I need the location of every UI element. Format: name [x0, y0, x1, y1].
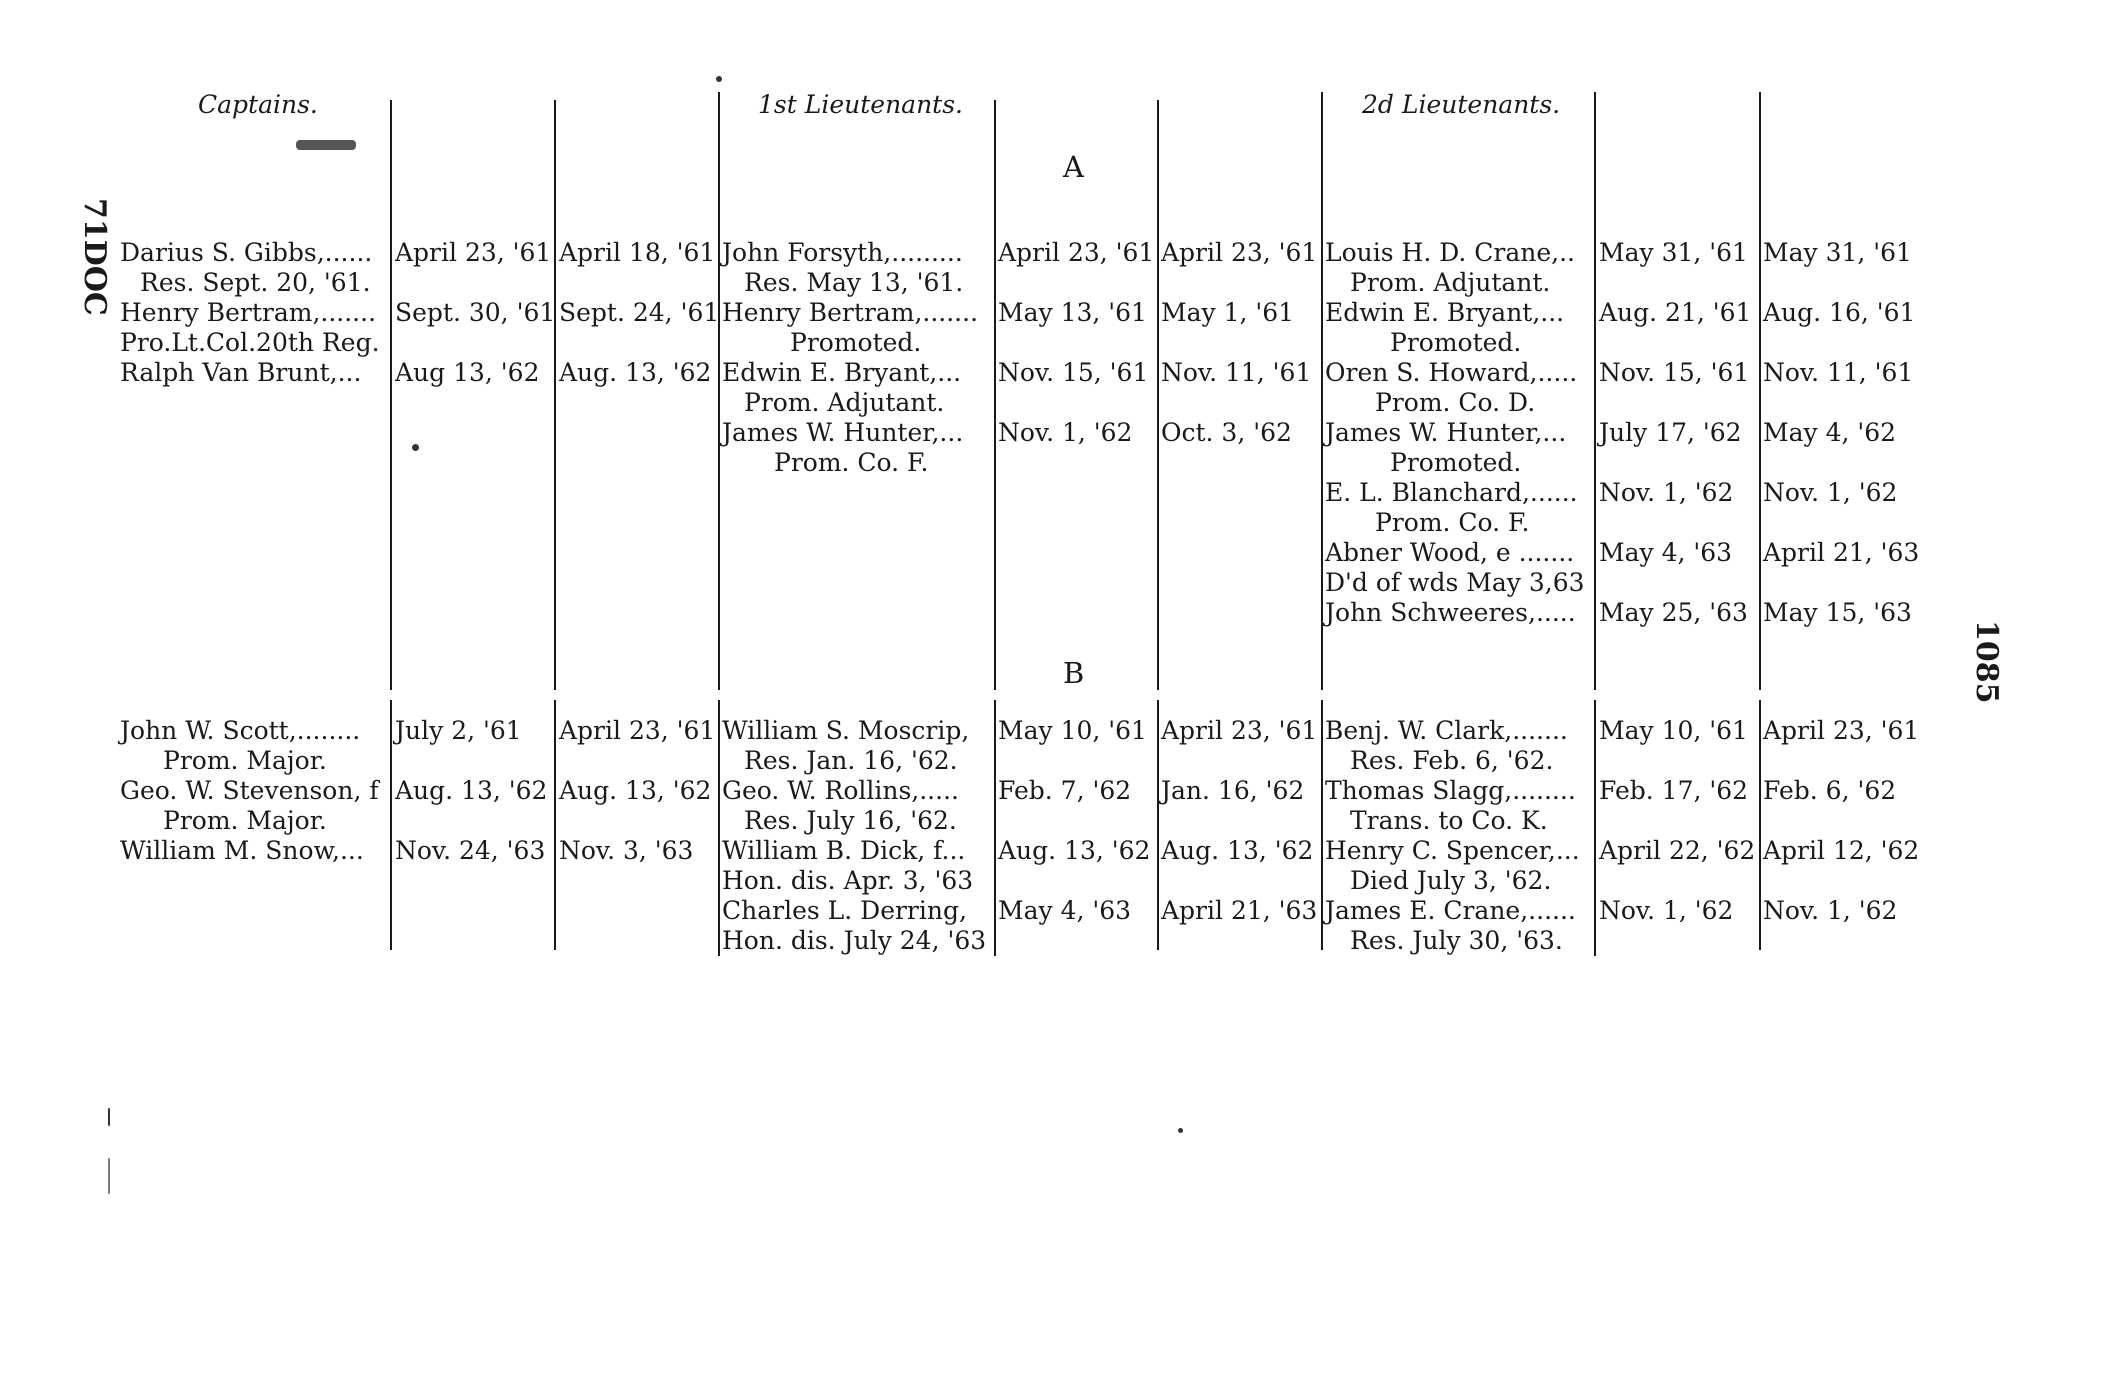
- captain-rank-date: Aug. 13, '62: [559, 776, 712, 805]
- scan-speck: [108, 1108, 110, 1126]
- captain-rank-date: Sept. 24, '61: [559, 298, 720, 327]
- second-lieutenant-note: Prom. Adjutant.: [1350, 268, 1551, 297]
- first-lieutenant-commission-date: Feb. 7, '62: [998, 776, 1132, 805]
- first-lieutenant-rank-date: May 1, '61: [1161, 298, 1295, 327]
- captain-rank-date: April 23, '61: [559, 716, 716, 745]
- ink-blot: [296, 140, 356, 150]
- column-rule: [994, 700, 996, 956]
- first-lieutenant-note: Prom. Co. F.: [774, 448, 929, 477]
- second-lieutenant-name: E. L. Blanchard,......: [1325, 478, 1578, 507]
- second-lieutenant-rank-date: Nov. 1, '62: [1763, 478, 1898, 507]
- second-lieutenant-rank-date: Aug. 16, '61: [1763, 298, 1916, 327]
- second-lieutenant-note: Promoted.: [1390, 448, 1522, 477]
- column-rule: [718, 700, 720, 956]
- first-lieutenant-commission-date: Nov. 1, '62: [998, 418, 1133, 447]
- second-lieutenant-rank-date: May 15, '63: [1763, 598, 1912, 627]
- header-captains: Captains.: [198, 90, 318, 119]
- column-rule: [390, 700, 392, 950]
- scan-speck: [108, 1158, 110, 1194]
- second-lieutenant-note: Promoted.: [1390, 328, 1522, 357]
- captain-note: Res. Sept. 20, '61.: [140, 268, 371, 297]
- first-lieutenant-note: Hon. dis. Apr. 3, '63: [722, 866, 974, 895]
- second-lieutenant-note: Res. July 30, '63.: [1350, 926, 1563, 955]
- first-lieutenant-name: William B. Dick, f...: [722, 836, 966, 865]
- first-lieutenant-rank-date: Nov. 11, '61: [1161, 358, 1312, 387]
- second-lieutenant-name: Oren S. Howard,.....: [1325, 358, 1578, 387]
- captain-name: Ralph Van Brunt,...: [120, 358, 362, 387]
- scan-speck: [1178, 1128, 1183, 1133]
- captain-commission-date: Sept. 30, '61: [395, 298, 556, 327]
- second-lieutenant-note: Prom. Co. F.: [1375, 508, 1530, 537]
- second-lieutenant-commission-date: May 25, '63: [1599, 598, 1748, 627]
- second-lieutenant-rank-date: Nov. 11, '61: [1763, 358, 1914, 387]
- second-lieutenant-rank-date: Feb. 6, '62: [1763, 776, 1897, 805]
- second-lieutenant-note: D'd of wds May 3,63: [1325, 568, 1585, 597]
- first-lieutenant-note: Res. Jan. 16, '62.: [744, 746, 958, 775]
- second-lieutenant-commission-date: Nov. 1, '62: [1599, 478, 1734, 507]
- second-lieutenant-note: Res. Feb. 6, '62.: [1350, 746, 1554, 775]
- column-rule: [554, 700, 556, 950]
- first-lieutenant-rank-date: April 23, '61: [1161, 716, 1318, 745]
- first-lieutenant-rank-date: Jan. 16, '62: [1161, 776, 1305, 805]
- captain-rank-date: April 18, '61: [559, 238, 716, 267]
- first-lieutenant-rank-date: Aug. 13, '62: [1161, 836, 1314, 865]
- header-first-lieutenants: 1st Lieutenants.: [758, 90, 963, 119]
- second-lieutenant-name: James E. Crane,......: [1325, 896, 1576, 925]
- first-lieutenant-rank-date: April 21, '63: [1161, 896, 1318, 925]
- first-lieutenant-name: John Forsyth,.........: [722, 238, 963, 267]
- captain-name: Darius S. Gibbs,......: [120, 238, 373, 267]
- first-lieutenant-commission-date: May 13, '61: [998, 298, 1147, 327]
- first-lieutenant-name: Charles L. Derring,: [722, 896, 967, 925]
- column-rule: [1594, 92, 1596, 690]
- column-rule: [1321, 700, 1323, 950]
- first-lieutenant-name: Edwin E. Bryant,...: [722, 358, 962, 387]
- column-rule: [1759, 92, 1761, 690]
- first-lieutenant-name: William S. Moscrip,: [722, 716, 970, 745]
- second-lieutenant-name: Abner Wood, e .......: [1325, 538, 1575, 567]
- scan-speck: [412, 444, 419, 451]
- second-lieutenant-commission-date: Nov. 1, '62: [1599, 896, 1734, 925]
- column-rule: [1157, 100, 1159, 690]
- captain-name: John W. Scott,........: [120, 716, 361, 745]
- column-rule: [1759, 700, 1761, 950]
- second-lieutenant-commission-date: May 4, '63: [1599, 538, 1733, 567]
- second-lieutenant-note: Trans. to Co. K.: [1350, 806, 1548, 835]
- first-lieutenant-name: Henry Bertram,.......: [722, 298, 979, 327]
- first-lieutenant-name: James W. Hunter,...: [722, 418, 964, 447]
- column-rule: [390, 100, 392, 690]
- second-lieutenant-name: Edwin E. Bryant,...: [1325, 298, 1565, 327]
- company-letter-a: A: [1063, 150, 1084, 184]
- captain-commission-date: Aug 13, '62: [395, 358, 540, 387]
- second-lieutenant-commission-date: April 22, '62: [1599, 836, 1756, 865]
- captain-note: Pro.Lt.Col.20th Reg.: [120, 328, 380, 357]
- captain-rank-date: Aug. 13, '62: [559, 358, 712, 387]
- second-lieutenant-rank-date: May 31, '61: [1763, 238, 1912, 267]
- column-rule: [718, 92, 720, 690]
- first-lieutenant-name: Geo. W. Rollins,.....: [722, 776, 959, 805]
- column-rule: [994, 100, 996, 690]
- second-lieutenant-rank-date: May 4, '62: [1763, 418, 1897, 447]
- captain-commission-date: Aug. 13, '62: [395, 776, 548, 805]
- document-id-margin: 71DOC: [77, 198, 112, 316]
- column-rule: [1594, 700, 1596, 956]
- second-lieutenant-commission-date: May 31, '61: [1599, 238, 1748, 267]
- scan-speck: [716, 76, 722, 82]
- second-lieutenant-name: Henry C. Spencer,...: [1325, 836, 1580, 865]
- second-lieutenant-name: Thomas Slagg,........: [1325, 776, 1576, 805]
- second-lieutenant-rank-date: April 12, '62: [1763, 836, 1920, 865]
- first-lieutenant-commission-date: Aug. 13, '62: [998, 836, 1151, 865]
- first-lieutenant-rank-date: Oct. 3, '62: [1161, 418, 1292, 447]
- captain-name: Geo. W. Stevenson, f: [120, 776, 379, 805]
- second-lieutenant-commission-date: May 10, '61: [1599, 716, 1748, 745]
- header-second-lieutenants: 2d Lieutenants.: [1362, 90, 1561, 119]
- second-lieutenant-rank-date: Nov. 1, '62: [1763, 896, 1898, 925]
- page-number: 1085: [1969, 620, 2004, 704]
- second-lieutenant-name: Benj. W. Clark,.......: [1325, 716, 1568, 745]
- second-lieutenant-name: James W. Hunter,...: [1325, 418, 1567, 447]
- first-lieutenant-note: Hon. dis. July 24, '63: [722, 926, 987, 955]
- first-lieutenant-commission-date: May 10, '61: [998, 716, 1147, 745]
- second-lieutenant-commission-date: July 17, '62: [1599, 418, 1742, 447]
- captain-commission-date: Nov. 24, '63: [395, 836, 546, 865]
- second-lieutenant-note: Died July 3, '62.: [1350, 866, 1552, 895]
- second-lieutenant-rank-date: April 23, '61: [1763, 716, 1920, 745]
- captain-note: Prom. Major.: [163, 806, 327, 835]
- second-lieutenant-name: John Schweeres,.....: [1325, 598, 1576, 627]
- second-lieutenant-commission-date: Feb. 17, '62: [1599, 776, 1749, 805]
- second-lieutenant-commission-date: Aug. 21, '61: [1599, 298, 1752, 327]
- first-lieutenant-note: Res. July 16, '62.: [744, 806, 957, 835]
- first-lieutenant-note: Res. May 13, '61.: [744, 268, 964, 297]
- second-lieutenant-commission-date: Nov. 15, '61: [1599, 358, 1750, 387]
- first-lieutenant-commission-date: May 4, '63: [998, 896, 1132, 925]
- first-lieutenant-commission-date: April 23, '61: [998, 238, 1155, 267]
- captain-commission-date: July 2, '61: [395, 716, 522, 745]
- first-lieutenant-note: Prom. Adjutant.: [744, 388, 945, 417]
- second-lieutenant-note: Prom. Co. D.: [1375, 388, 1536, 417]
- first-lieutenant-commission-date: Nov. 15, '61: [998, 358, 1149, 387]
- captain-commission-date: April 23, '61: [395, 238, 552, 267]
- company-letter-b: B: [1063, 656, 1085, 690]
- second-lieutenant-rank-date: April 21, '63: [1763, 538, 1920, 567]
- first-lieutenant-rank-date: April 23, '61: [1161, 238, 1318, 267]
- first-lieutenant-note: Promoted.: [790, 328, 922, 357]
- captain-name: William M. Snow,...: [120, 836, 364, 865]
- captain-name: Henry Bertram,.......: [120, 298, 377, 327]
- column-rule: [1157, 700, 1159, 950]
- captain-note: Prom. Major.: [163, 746, 327, 775]
- captain-rank-date: Nov. 3, '63: [559, 836, 694, 865]
- column-rule: [1321, 92, 1323, 690]
- second-lieutenant-name: Louis H. D. Crane,..: [1325, 238, 1575, 267]
- column-rule: [554, 100, 556, 690]
